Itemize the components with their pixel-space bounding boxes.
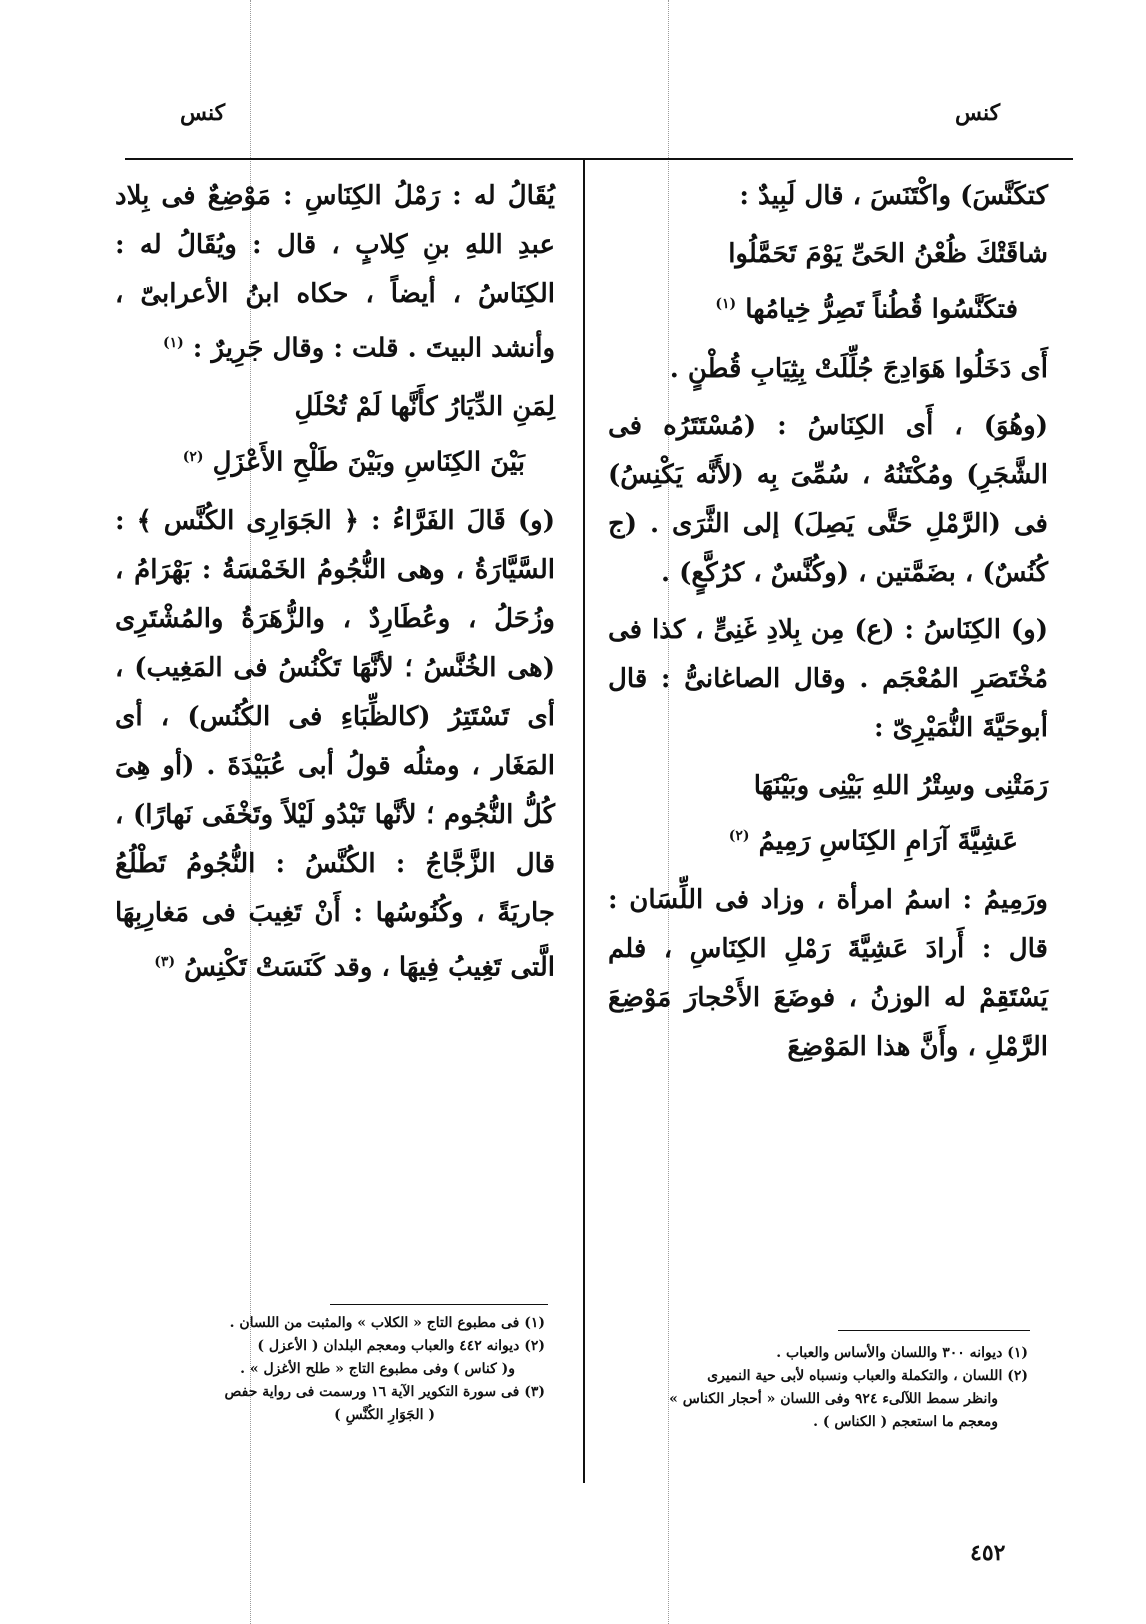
right-poem-2-line-2: عَشِيَّةَ آرَامِ الكِنَاسِ رَمِيمُ <box>758 826 1018 857</box>
right-intro: كتكَنَّسَ) واكْتَنَسَ ، قال لَبِيدٌ : <box>739 181 1048 211</box>
left-poem-line-1: لِمَنِ الدِّيَارُ كأَنَّها لَمْ تُحْلَلِ <box>294 391 555 422</box>
right-poem-1-line-2: فتكَنَّسُوا قُطُناً تَصِرُّ خِيامُها <box>745 294 1018 325</box>
right-footnote-2-cont-a: وانظر سمط اللآلىء ٩٢٤ وفى اللسان « أحجار الكناس » <box>669 1391 998 1407</box>
footnote-mark: (١) <box>715 296 737 312</box>
left-footnote-1: (١) فى مطبوع التاج « الكلاب » والمثبت من اللسان . <box>229 1315 545 1331</box>
left-poem-line-2: بَيْنَ الكِنَاسِ وبَيْنَ طَلْحِ الأَعْزَلِ <box>212 447 525 478</box>
left-footnote-2-cont: و( كناس ) وفى مطبوع التاج « طلح الأغزل » . <box>240 1361 515 1377</box>
left-paragraph: (و) قَالَ الفَرَّاءُ : ﴿ الجَوَارِى الكُنَّس ﴾ : السَّيَّارَةُ ، وهى النُّجُومُ الخَمْسَةُ : بَهْرَامُ ، وزُحَلُ ، وعُطَارِدٌ ، والزُّهَرَةُ والمُشْتَرِى (هى الخُنَّسُ ؛ لأنَّهَا تَكْنُسُ فى المَغِيب) ، أى تَسْتَتِرُ (كالظِّبَاءِ فى الكُنُس) ، أى المَغَار ، ومثلُه قولُ أبى عُبَيْدَةَ . (أو هِىَ كُلُّ النُّجُوم ؛ لأنَّها تَبْدُو لَيْلاً وتَخْفَى نَهارًا) ، قال الزَّجَّاجُ : الكُنَّسُ : النُّجُومُ تَطْلُعُ جاريَةً ، وكُنُوسُها : أَنْ تَغِيبَ فى مَغارِبِهَا الَّتى تَغِيبُ فِيهَا ، وقد كَنَسَتْ تَكْنِسُ <box>115 506 555 983</box>
right-poem-2 <box>608 761 1048 867</box>
right-poem-1 <box>608 229 1048 335</box>
header-rule <box>125 158 1073 160</box>
left-column <box>115 172 555 1001</box>
left-footnote-3: (٣) فى سورة التكوير الآية ١٦ ورسمت فى رواية حفص <box>224 1384 545 1400</box>
right-poem-1-line-1: شاقَتْكَ ظُعْنُ الحَىِّ يَوْمَ تَحَمَّلُوا <box>728 239 1048 269</box>
header-word-right: كنس <box>955 100 1001 126</box>
right-footnote-1: (١) ديوانه ٣٠٠ واللسان والأساس والعباب . <box>776 1345 1028 1361</box>
right-poem-2-line-1: رَمَتْنِى وسِتْرُ اللهِ بَيْنِى وبَيْنَهَا <box>753 770 1048 801</box>
page-number: ٤٥٢ <box>970 1540 1006 1566</box>
header-word-left: كنس <box>180 100 226 126</box>
right-paragraph-2: (وهُوَ) ، أَى الكِنَاسُ : (مُسْتَتَرُه فى الشَّجَرِ) ومُكْتَنُهُ ، سُمِّىَ بِه (لأَنَّه يَكْنِسُ) فى (الرَّمْلِ حَتَّى يَصِلَ) إلى الثَّرَى . (ج كُنُسٌ) ، بضَمَّتين ، (وكُنَّسٌ ، كرُكَّعٍ) . <box>608 410 1048 588</box>
right-paragraph-1: أَى دَخَلُوا هَوَادِجَ جُلِّلَتْ بِثِيَابِ قُطْنٍ . <box>669 353 1048 384</box>
right-footnote-2: (٢) اللسان ، والتكملة والعباب ونسباه لأبى حية النميرى <box>707 1368 1028 1384</box>
left-footnote-3-cont: ( الجَوَارِ الكُنَّسِ ) <box>334 1407 435 1423</box>
right-closing: ورَمِيمُ : اسمُ امرأة ، وزاد فى اللِّسَان : قال : أَرادَ عَشِيَّةَ رَمْلِ الكِنَاسِ ، فلم يَسْتَقِمْ له الوزنُ ، فوضَعَ الأَحْجارَ مَوْضِعَ الرَّمْلِ ، وأَنَّ هذا المَوْضِعَ <box>608 885 1048 1063</box>
right-footnote-2-cont-b: ومعجم ما استعجم ( الكناس ) . <box>813 1414 998 1430</box>
footnote-mark: (٢) <box>182 448 204 465</box>
left-poem <box>115 382 555 488</box>
left-footnote-2: (٢) ديوانه ٤٤٢ والعباب ومعجم البلدان ( الأعزل ) <box>257 1338 545 1354</box>
right-footnotes <box>608 1342 1028 1434</box>
left-footnotes <box>115 1312 545 1427</box>
right-footnote-rule <box>838 1330 1030 1331</box>
footnote-mark: (٢) <box>728 827 750 844</box>
left-footnote-rule <box>330 1304 548 1305</box>
right-column <box>608 172 1048 1080</box>
left-intro: يُقَالُ له : رَمْلُ الكِنَاسِ : مَوْضِعٌ فى بِلاد عبدِ اللهِ بنِ كِلابٍ ، قال : ويُقَالُ له : الكِنَاسُ ، أيضاً ، حكاه ابنُ الأعرابىّ ، وأنشد البيتَ . قلت : وقال جَرِيرٌ : <box>115 181 555 364</box>
right-paragraph-3: (و) الكِنَاسُ : (ع) مِن بِلادِ غَنِىٍّ ، كذا فى مُخْتَصَرِ المُعْجَم . وقال الصاغانىُّ : قال أبوحَيَّةَ النُّمَيْرِىّ : <box>608 614 1048 743</box>
footnote-mark: (٣) <box>154 954 176 971</box>
column-divider <box>583 158 585 1483</box>
footnote-mark: (١) <box>162 335 184 351</box>
